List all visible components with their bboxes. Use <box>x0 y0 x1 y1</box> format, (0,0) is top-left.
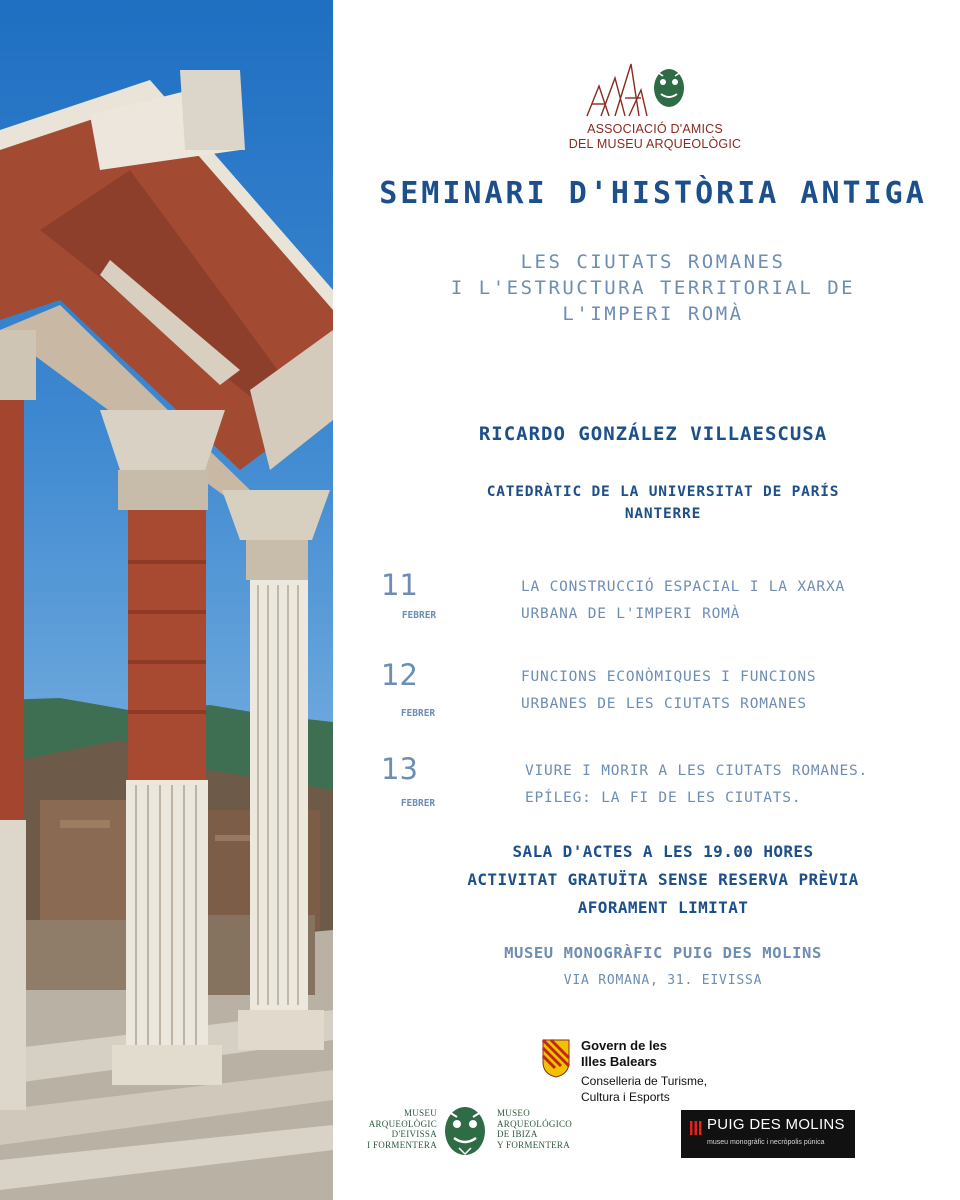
puig-name: PUIG DES MOLINS <box>707 1116 845 1133</box>
amma-monogram-icon <box>585 60 649 118</box>
session-topic: LA CONSTRUCCIÓ ESPACIAL I LA XARXA URBANA DE L'IMPERI ROMÀ <box>521 579 846 622</box>
seminar-title: SEMINARI D'HISTÒRIA ANTIGA <box>379 176 927 211</box>
museu-name-spanish: MUSEO ARQUEOLÓGICO DE IBIZA Y FORMENTERA <box>497 1108 573 1150</box>
session-day: 11 <box>381 568 418 602</box>
session-day: 12 <box>381 658 418 692</box>
govern-line4: Cultura i Esports <box>581 1090 670 1104</box>
roman-columns-photo <box>0 0 333 1200</box>
govern-line3: Conselleria de Turisme, <box>581 1074 708 1088</box>
association-name-line1: ASSOCIACIÓ D'AMICS <box>587 122 723 136</box>
museum-address: VIA ROMANA, 31. EIVISSA <box>563 973 763 988</box>
speaker-affiliation: CATEDRÀTIC DE LA UNIVERSITAT DE PARÍS NANTERRE <box>486 484 840 522</box>
session-month: FEBRER <box>400 708 436 719</box>
venue-admission: ACTIVITAT GRATUÏTA SENSE RESERVA PRÈVIA <box>467 870 859 889</box>
poster-content <box>333 0 960 1200</box>
govern-illes-balears-logo <box>541 1036 741 1108</box>
association-name-line2: DEL MUSEU ARQUEOLÒGIC <box>568 137 742 151</box>
session-topic: FUNCIONS ECONÒMIQUES I FUNCIONS URBANES DE LES CIUTATS ROMANES <box>521 669 817 712</box>
seminar-subtitle: LES CIUTATS ROMANES I L'ESTRUCTURA TERRITORIAL DE L'IMPERI ROMÀ <box>450 251 856 325</box>
bes-mask-icon <box>441 1104 489 1158</box>
balearic-crest-icon <box>541 1038 571 1078</box>
museum-name: MUSEU MONOGRÀFIC PUIG DES MOLINS <box>504 944 822 962</box>
venue-capacity: AFORAMENT LIMITAT <box>577 898 749 917</box>
puig-tagline: museu monogràfic i necròpolis púnica <box>707 1139 825 1146</box>
session-month: FEBRER <box>400 798 436 809</box>
session-topic: VIURE I MORIR A LES CIUTATS ROMANES. EPÍLEG: LA FI DE LES CIUTATS. <box>525 763 869 806</box>
venue-time: SALA D'ACTES A LES 19.00 HORES <box>512 842 814 861</box>
speaker-name: RICARDO GONZÁLEZ VILLAESCUSA <box>478 423 828 445</box>
museu-name-catalan: MUSEU ARQUEOLÒGIC D'EIVISSA I FORMENTERA <box>367 1108 437 1150</box>
museu-arqueologic-logo <box>333 1104 673 1164</box>
session-day: 13 <box>381 752 418 786</box>
puig-bars-icon <box>690 1121 702 1135</box>
session-item <box>373 752 913 822</box>
venue-info <box>393 838 933 922</box>
puig-des-molins-logo <box>681 1110 855 1158</box>
session-month: FEBRER <box>401 610 437 621</box>
bes-mask-icon <box>651 66 687 112</box>
association-logo <box>555 60 755 155</box>
session-item <box>373 658 913 728</box>
session-item <box>373 568 913 638</box>
govern-line2: Illes Balears <box>581 1054 657 1069</box>
govern-line1: Govern de les <box>581 1038 667 1053</box>
roman-ruins-illustration <box>0 0 333 1200</box>
